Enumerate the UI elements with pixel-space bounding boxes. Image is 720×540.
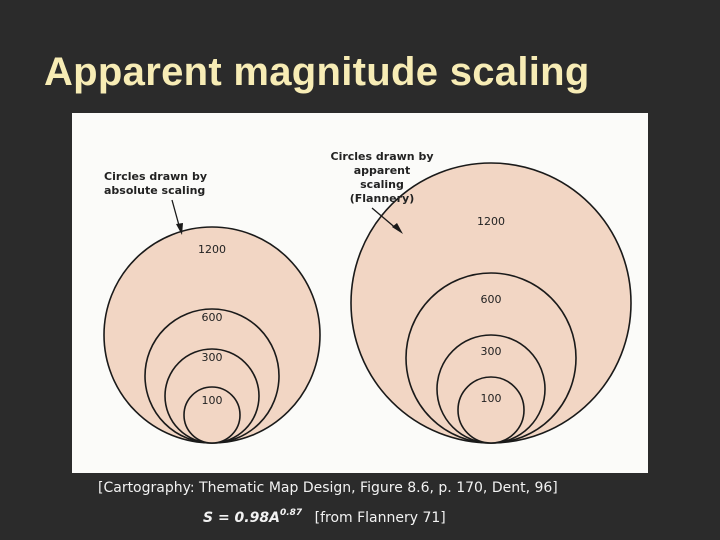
apparent-value-1200: 1200 [477, 215, 505, 228]
apparent-scaling-group [331, 150, 632, 443]
scaling-formula [203, 509, 446, 526]
apparent-value-600: 600 [480, 293, 502, 306]
apparent-value-100: 100 [480, 392, 502, 405]
apparent-label-line-2: apparent [353, 164, 411, 177]
figure-caption: [Cartography: Thematic Map Design, Figure 8.6, p. 170, Dent, 96] [98, 480, 558, 496]
absolute-label-line-1: Circles drawn by [104, 170, 207, 183]
formula-source: [from Flannery 71] [314, 509, 446, 526]
apparent-label-line-4: (Flannery) [349, 192, 415, 205]
circle-scaling-diagram [72, 113, 648, 473]
apparent-label-line-3: scaling [360, 178, 404, 191]
absolute-label-line-2: absolute scaling [104, 184, 206, 197]
apparent-label-line-1: Circles drawn by [330, 150, 434, 163]
formula-expression [203, 510, 302, 526]
formula-base: S = 0.98A [203, 509, 280, 526]
absolute-scaling-group [104, 170, 320, 443]
apparent-value-300: 300 [480, 345, 502, 358]
absolute-value-100: 100 [201, 394, 223, 407]
formula-exponent: 0.87 [279, 508, 303, 518]
apparent-circle-100 [458, 377, 524, 443]
slide-title: Apparent magnitude scaling [44, 50, 590, 94]
absolute-value-300: 300 [201, 351, 223, 364]
absolute-value-600: 600 [201, 311, 223, 324]
scaling-figure [72, 113, 648, 473]
absolute-value-1200: 1200 [198, 243, 226, 256]
